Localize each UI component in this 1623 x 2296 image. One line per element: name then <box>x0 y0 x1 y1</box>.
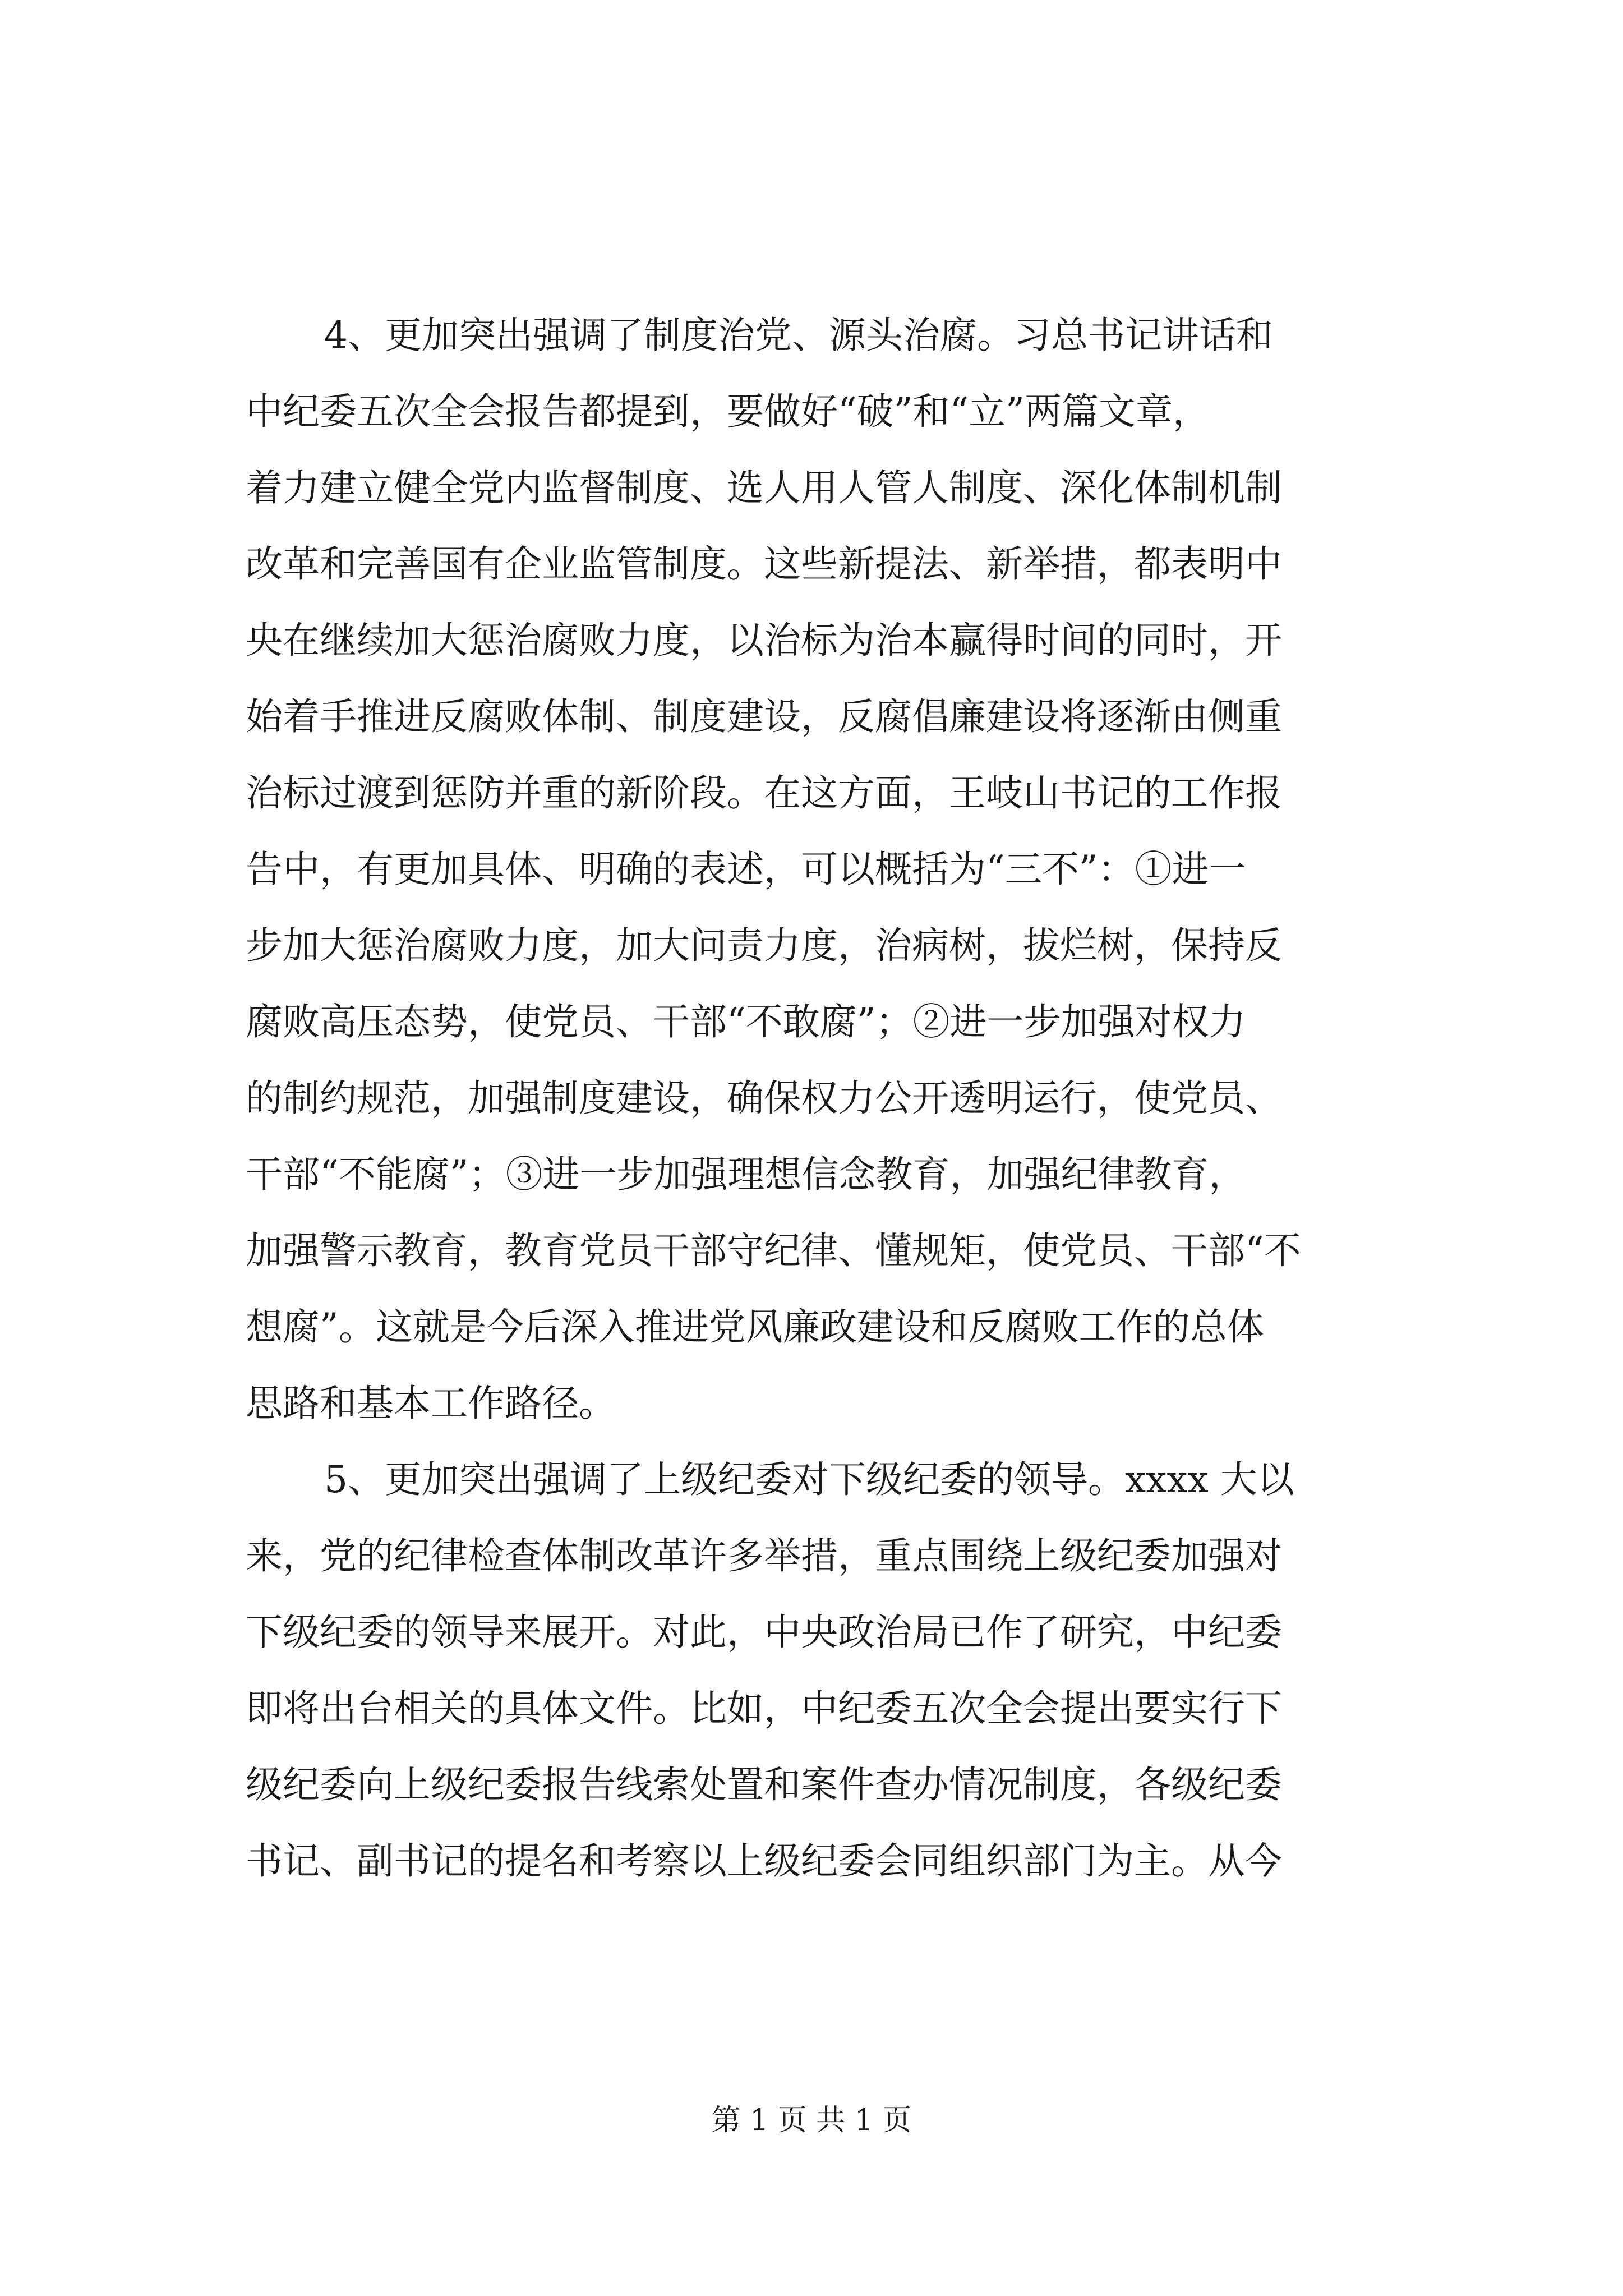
text-line: 4、更加突出强调了制度治党、源头治腐。习总书记讲话和 <box>324 314 1273 357</box>
text-line: 5、更加突出强调了上级纪委对下级纪委的领导。xxxx 大以 <box>324 1458 1294 1501</box>
text-line: 级纪委向上级纪委报告线索处置和案件查办情况制度，各级纪委 <box>246 1763 1282 1806</box>
text-line: 腐败高压态势，使党员、干部“不敢腐”；②进一步加强对权力 <box>246 1000 1246 1043</box>
text-line: 始着手推进反腐败体制、制度建设，反腐倡廉建设将逐渐由侧重 <box>246 695 1282 738</box>
text-line: 下级纪委的领导来展开。对此，中央政治局已作了研究，中纪委 <box>246 1611 1282 1654</box>
text-line: 想腐”。这就是今后深入推进党风廉政建设和反腐败工作的总体 <box>246 1305 1264 1349</box>
page-number-footer: 第 1 页 共 1 页 <box>711 2104 912 2137</box>
text-line: 步加大惩治腐败力度，加大问责力度，治病树，拔烂树，保持反 <box>246 924 1282 967</box>
text-line: 书记、副书记的提名和考察以上级纪委会同组织部门为主。从今 <box>246 1839 1282 1883</box>
text-line: 央在继续加大惩治腐败力度，以治标为治本赢得时间的同时，开 <box>246 619 1282 662</box>
text-line: 来，党的纪律检查体制改革许多举措，重点围绕上级纪委加强对 <box>246 1534 1282 1577</box>
text-line: 着力建立健全党内监督制度、选人用人管人制度、深化体制机制 <box>246 466 1282 509</box>
text-line: 思路和基本工作路径。 <box>246 1382 616 1425</box>
text-line: 干部“不能腐”；③进一步加强理想信念教育，加强纪律教育， <box>246 1153 1246 1196</box>
text-line: 告中，有更加具体、明确的表述，可以概括为“三不”：①进一 <box>246 848 1246 891</box>
text-line: 治标过渡到惩防并重的新阶段。在这方面，王岐山书记的工作报 <box>246 771 1282 815</box>
text-line: 中纪委五次全会报告都提到，要做好“破”和“立”两篇文章， <box>246 390 1210 433</box>
text-line: 即将出台相关的具体文件。比如，中纪委五次全会提出要实行下 <box>246 1687 1282 1730</box>
text-line: 加强警示教育，教育党员干部守纪律、懂规矩，使党员、干部“不 <box>246 1229 1301 1272</box>
text-line: 的制约规范，加强制度建设，确保权力公开透明运行，使党员、 <box>246 1076 1282 1120</box>
text-line: 改革和完善国有企业监管制度。这些新提法、新举措，都表明中 <box>246 542 1282 586</box>
